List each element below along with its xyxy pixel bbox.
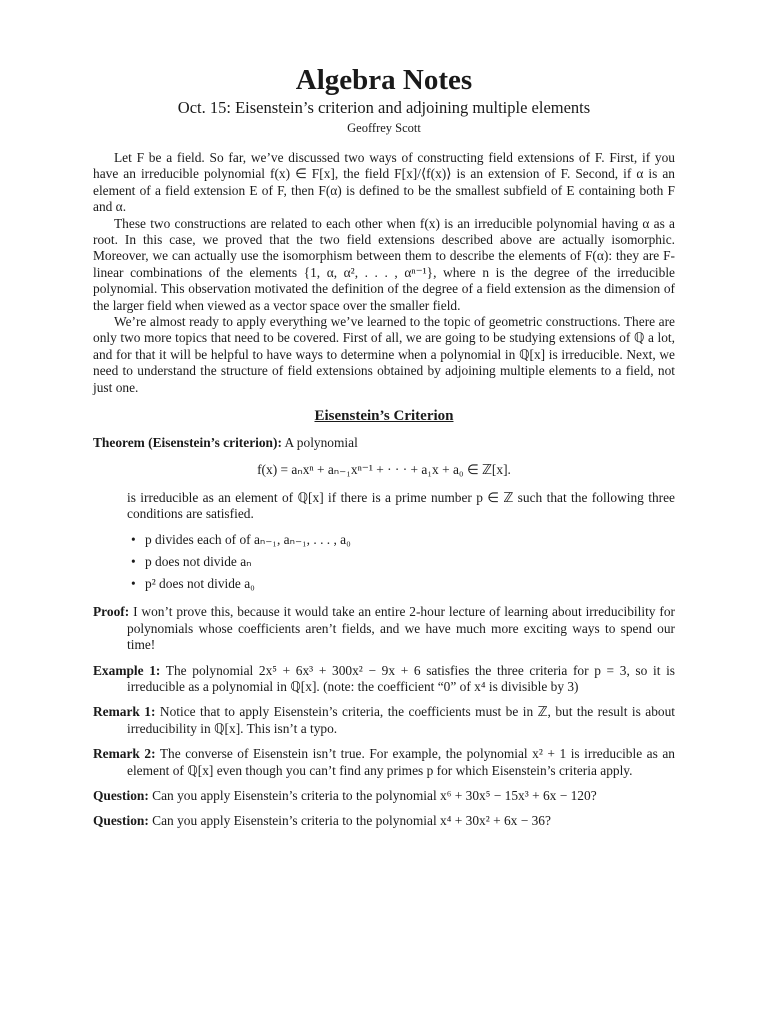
condition-text: p² does not divide a₀: [145, 576, 255, 592]
theorem-formula: f(x) = aₙxⁿ + aₙ₋₁xⁿ⁻¹ + · · · + a₁x + a₀ ∈ ℤ[x].: [257, 461, 511, 477]
bullet-icon: •: [131, 576, 136, 592]
theorem-block: [93, 435, 675, 451]
question-2-block: [93, 813, 675, 829]
theorem-continuation: is irreducible as an element of ℚ[x] if there is a prime number p ∈ ℤ such that the following three conditions are satisfied.: [127, 489, 675, 521]
remark-2-block: [93, 746, 675, 779]
bullet-icon: •: [131, 554, 136, 570]
condition-item: [131, 576, 675, 592]
bullet-icon: •: [131, 532, 136, 548]
section-heading: Eisenstein’s Criterion: [314, 408, 454, 425]
example-1-text: The polynomial 2x⁵ + 6x³ + 300x² − 9x + 6 satisfies the three criteria for p = 3, so it is irreducible as a polynomial in ℚ[x]. (note: the coefficient “0” of x⁴ is divisible by 3): [127, 662, 675, 694]
example-1-label: Example 1:: [93, 662, 161, 678]
document-author: Geoffrey Scott: [347, 121, 421, 135]
question-2-label: Question:: [93, 813, 149, 829]
question-1-block: [93, 788, 675, 804]
proof-text: I won’t prove this, because it would take an entire 2-hour lecture of learning about irreducibility for polynomials whose coefficients aren’t fields, and we have much more exciting ways to spend our time!: [127, 604, 675, 653]
condition-text: p does not divide aₙ: [145, 554, 252, 570]
remark-1-label: Remark 1:: [93, 704, 156, 720]
remark-2-label: Remark 2:: [93, 746, 156, 762]
theorem-lead: A polynomial: [284, 435, 358, 451]
document-page: [93, 62, 675, 839]
intro-paragraph-2: These two constructions are related to each other when f(x) is an irreducible polynomial having α as a root. In this case, we proved that the two field extensions described above are actually isomorphic. Moreover, we can actually use the isomorphism between them to describe the elements of F(α): they are F-linear combinations of the elements {1, α, α², . . . , αⁿ⁻¹}, where n is the degree of the irreducible polynomial. This observation motivated the definition of the degree of a field extension as the dimension of the larger field when viewed as a vector space over the smaller field.: [93, 215, 675, 313]
example-1-block: [93, 663, 675, 696]
condition-text: p divides each of of aₙ₋₁, aₙ₋₁, . . . , a₀: [145, 532, 351, 548]
proof-block: [93, 604, 675, 653]
remark-2-text: The converse of Eisenstein isn’t true. For example, the polynomial x² + 1 is irreducible as an element of ℚ[x] even though you can’t find any primes p for which Eisenstein’s criteria apply.: [127, 746, 676, 778]
question-2-text: Can you apply Eisenstein’s criteria to the polynomial x⁴ + 30x² + 6x − 36?: [152, 813, 551, 829]
question-1-text: Can you apply Eisenstein’s criteria to the polynomial x⁶ + 30x⁵ − 15x³ + 6x − 120?: [152, 787, 597, 803]
question-1-label: Question:: [93, 787, 149, 803]
condition-item: [131, 532, 675, 548]
proof-label: Proof:: [93, 604, 130, 620]
remark-1-text: Notice that to apply Eisenstein’s criteria, the coefficients must be in ℤ, but the result is about irreducibility in ℚ[x]. This isn’t a typo.: [127, 704, 675, 736]
intro-paragraph-3: We’re almost ready to apply everything we’ve learned to the topic of geometric constructions. There are only two more topics that need to be covered. First of all, we are going to be studying extensions of ℚ a lot, and for that it will be helpful to have ways to determine when a polynomial in ℚ[x] is irreducible. Next, we need to understand the structure of field extensions obtained by adjoining multiple elements to a field, not just one.: [93, 314, 675, 395]
condition-list: [93, 532, 675, 592]
intro-paragraph-1: Let F be a field. So far, we’ve discussed two ways of constructing field extensions of F. First, if you have an irreducible polynomial f(x) ∈ F[x], the field F[x]/⟨f(x)⟩ is an extension of F. Second, if α is an element of a field extension E of F, then F(α) is defined to be the smallest subfield of E containing both F and α.: [93, 150, 675, 215]
theorem-label: Theorem (Eisenstein’s criterion):: [93, 435, 282, 451]
intro-section: [93, 150, 675, 396]
document-title: Algebra Notes: [295, 64, 473, 96]
condition-item: [131, 554, 675, 570]
document-subtitle: Oct. 15: Eisenstein’s criterion and adjoining multiple elements: [177, 98, 591, 117]
remark-1-block: [93, 704, 675, 737]
